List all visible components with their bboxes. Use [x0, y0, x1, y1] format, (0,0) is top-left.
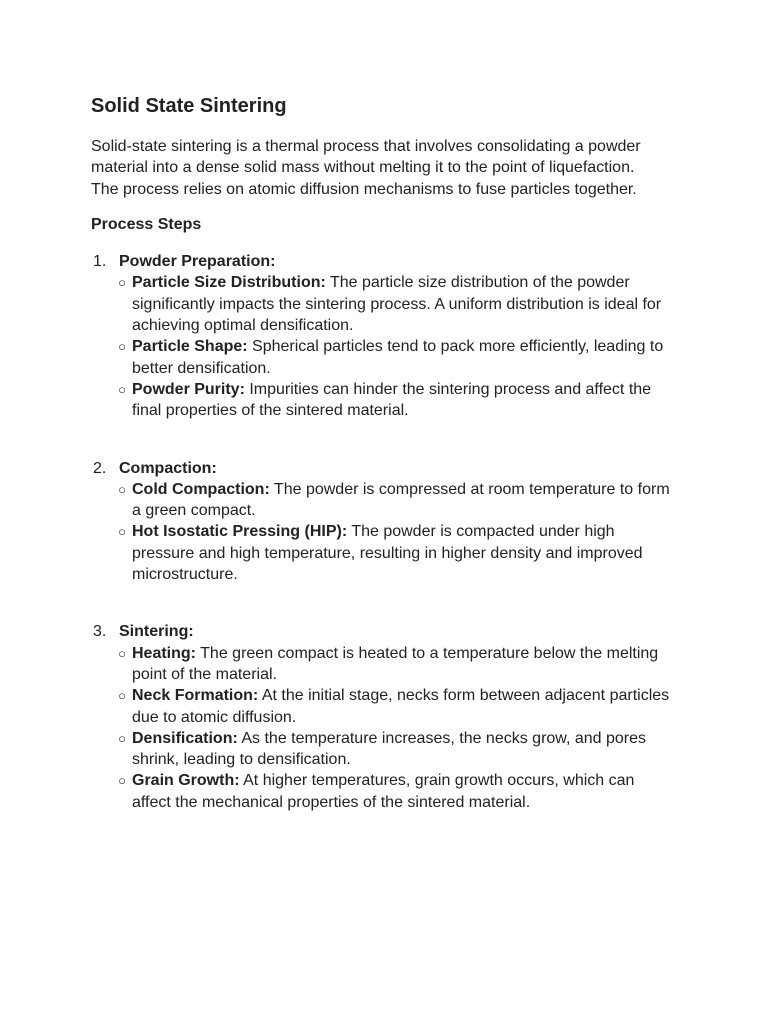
circle-bullet-icon: ○	[118, 481, 126, 497]
step-heading	[91, 621, 691, 642]
substep-label: Densification:	[132, 729, 238, 747]
substep-description: As the temperature increases, the necks grow, and pores shrink, leading to densification.	[132, 729, 647, 769]
substep-list	[91, 479, 691, 585]
substep-label: Particle Shape:	[132, 338, 248, 356]
step-heading	[91, 458, 691, 479]
substep-text	[132, 379, 677, 422]
circle-bullet-icon: ○	[118, 645, 126, 661]
substep-description: The green compact is heated to a temperature below the melting point of the material.	[132, 644, 659, 683]
substep-label: Neck Formation:	[132, 687, 259, 705]
circle-bullet-icon: ○	[118, 275, 126, 291]
step-number: 2.	[93, 459, 107, 477]
step-item	[91, 251, 691, 421]
substep-list	[91, 272, 691, 421]
step-heading	[91, 251, 691, 272]
steps-list	[91, 251, 691, 813]
substep-item	[91, 770, 691, 813]
substep-text	[132, 521, 677, 585]
substep-item	[91, 272, 691, 336]
circle-bullet-icon: ○	[118, 339, 126, 355]
substep-item	[91, 379, 691, 422]
step-label: Compaction:	[119, 459, 217, 477]
substep-text	[132, 479, 677, 522]
circle-bullet-icon: ○	[118, 524, 126, 540]
substep-label: Hot Isostatic Pressing (HIP):	[132, 523, 348, 541]
step-number: 3.	[93, 623, 107, 641]
substep-description: Spherical particles tend to pack more efficiently, leading to better densification.	[132, 338, 664, 377]
circle-bullet-icon: ○	[118, 773, 126, 789]
substep-text	[132, 336, 677, 379]
substep-label: Cold Compaction:	[132, 480, 270, 498]
substep-label: Grain Growth:	[132, 772, 240, 790]
substep-item	[91, 728, 691, 771]
substep-item	[91, 643, 691, 686]
substep-text	[132, 770, 677, 813]
substep-description: The powder is compressed at room temperature to form a green compact.	[132, 480, 670, 520]
substep-item	[91, 685, 691, 728]
substep-item	[91, 336, 691, 379]
substep-description: At the initial stage, necks form between adjacent particles due to atomic diffusion.	[132, 687, 670, 726]
substep-item	[91, 479, 691, 522]
substep-list	[91, 643, 691, 813]
substep-description: Impurities can hinder the sintering process and affect the final properties of the sintered material.	[132, 380, 652, 420]
substep-text	[132, 643, 677, 686]
step-item	[91, 621, 691, 813]
substep-item	[91, 521, 691, 585]
substep-text	[132, 728, 677, 771]
document-title: Solid State Sintering	[91, 95, 287, 117]
intro-paragraph: Solid-state sintering is a thermal process that involves consolidating a powder material into a dense solid mass without melting it to the point of liquefaction. The process relies on atomic diffusion mechanisms to fuse particles together.	[91, 138, 641, 198]
step-label: Powder Preparation:	[119, 253, 276, 271]
circle-bullet-icon: ○	[118, 381, 126, 397]
substep-label: Heating:	[132, 644, 196, 662]
step-number: 1.	[93, 253, 107, 271]
substep-text	[132, 272, 677, 336]
step-item	[91, 458, 691, 586]
circle-bullet-icon: ○	[118, 688, 126, 704]
substep-description: The particle size distribution of the powder significantly impacts the sintering process. A uniform distribution is ideal for achieving optimal densification.	[132, 274, 662, 335]
substep-description: The powder is compacted under high pressure and high temperature, resulting in higher density and improved microstructure.	[132, 523, 643, 584]
process-steps-heading: Process Steps	[91, 215, 202, 233]
substep-text	[132, 685, 677, 728]
document-page	[91, 93, 691, 813]
circle-bullet-icon: ○	[118, 730, 126, 746]
step-label: Sintering:	[119, 623, 194, 641]
substep-description: At higher temperatures, grain growth occurs, which can affect the mechanical properties of the sintered material.	[132, 772, 635, 811]
substep-label: Powder Purity:	[132, 380, 245, 398]
substep-label: Particle Size Distribution:	[132, 274, 326, 292]
